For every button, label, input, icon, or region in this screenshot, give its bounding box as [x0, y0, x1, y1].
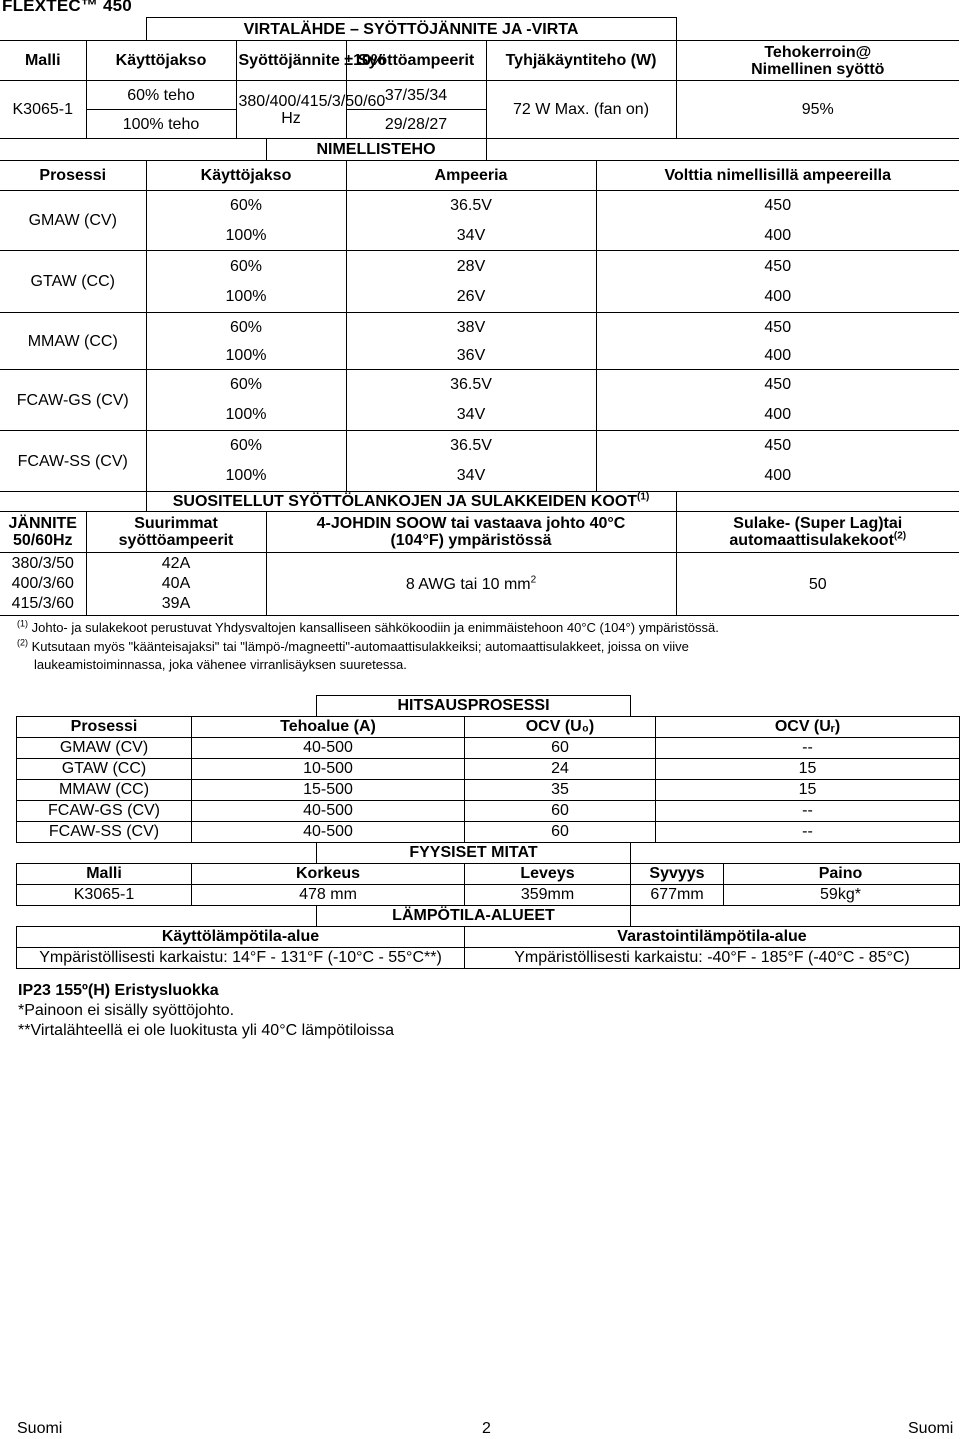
rated-amps: 400: [596, 221, 959, 251]
welding-ocv-u0: 35: [465, 780, 656, 801]
header-dim-model: Malli: [17, 864, 192, 885]
supply-duty-60: 60% teho: [86, 81, 236, 110]
rated-section-title: NIMELLISTEHO: [266, 139, 486, 161]
supply-amps-100: 29/28/27: [346, 110, 486, 139]
rated-volts: 34V: [346, 400, 596, 431]
header-storage-temp: Varastointilämpötila-alue: [465, 927, 960, 948]
header-process: Prosessi: [0, 161, 146, 191]
supply-amps-60: 37/35/34: [346, 81, 486, 110]
header-duty-cycle: Käyttöjakso: [86, 41, 236, 81]
rated-process: FCAW-GS (CV): [0, 370, 146, 431]
rated-row: [0, 313, 959, 343]
dim-depth-weight: 677mm 59kg*: [631, 885, 960, 906]
rated-volts: 38V: [346, 313, 596, 343]
welding-ocv-ur: --: [656, 801, 960, 822]
header-width: Leveys: [465, 864, 631, 885]
supply-power-factor: 95%: [676, 81, 959, 139]
footnote-2: $^{(2)}$ Kutsutaan myös "käänteisajaksi" tai "lämpö-/magneetti"-automaattisulakkeiksi; automaattisulakkeet, joissa on viive: [17, 637, 689, 654]
rated-volts: 36.5V: [346, 370, 596, 400]
rated-amps: 400: [596, 461, 959, 492]
header-ocv-ur: OCV (Uᵣ): [656, 717, 960, 738]
rated-volts: 26V: [346, 282, 596, 313]
supply-section-title: VIRTALÄHDE – SYÖTTÖJÄNNITE JA -VIRTA: [146, 18, 676, 41]
document-title: FLEXTEC™ 450: [2, 0, 132, 15]
rated-amps: 450: [596, 313, 959, 343]
cable-wire-size: 8 AWG tai 10 $mm^2$: [266, 553, 676, 616]
rated-amps: 450: [596, 251, 959, 282]
dim-width: 359mm: [465, 885, 631, 906]
page-number: 2: [482, 1420, 491, 1437]
welding-ocv-u0: 60: [465, 738, 656, 759]
rated-duty: 60%: [146, 370, 346, 400]
rated-amps: 450: [596, 191, 959, 221]
rated-duty: 60%: [146, 431, 346, 461]
rated-row: [0, 431, 959, 461]
rated-row: [0, 191, 959, 221]
rated-process: GTAW (CC): [0, 251, 146, 313]
rated-duty: 100%: [146, 282, 346, 313]
rated-amps: 450: [596, 431, 959, 461]
header-fuse-size: Sulake- (Super Lag)tai automaattisulakekoot$^{(2)}$: [676, 512, 959, 553]
dim-height: 478 mm: [192, 885, 465, 906]
cable-section-title: SUOSITELLUT SYÖTTÖLANKOJEN JA SULAKKEIDEN KOOT$^{(1)}$: [146, 492, 676, 512]
header-output-range: Tehoalue (A): [192, 717, 465, 738]
rated-duty: 100%: [146, 343, 346, 370]
header-volts-at-amps: Volttia nimellisillä ampeereilla: [596, 161, 959, 191]
rated-duty: 100%: [146, 221, 346, 251]
header-voltage: JÄNNITE 50/60Hz: [0, 512, 86, 553]
specifications-table: [0, 17, 959, 616]
rated-process: FCAW-SS (CV): [0, 431, 146, 492]
welding-ocv-ur: --: [656, 822, 960, 843]
welding-ocv-ur: 15: [656, 780, 960, 801]
welding-range: 10-500: [192, 759, 465, 780]
rated-amps: 400: [596, 400, 959, 431]
supply-model: K3065-1: [0, 81, 86, 139]
rated-volts: 34V: [346, 221, 596, 251]
footnote-1: $^{(1)}$ Johto- ja sulakekoot perustuvat Yhdysvaltojen kansalliseen sähkökoodiin ja enimmäistehoon 40°C (104°) ympäristössä.: [17, 618, 719, 635]
welding-row: [17, 801, 960, 822]
rated-duty: 100%: [146, 400, 346, 431]
welding-process: FCAW-GS (CV): [17, 801, 192, 822]
welding-process: FCAW-SS (CV): [17, 822, 192, 843]
header-operating-temp: Käyttölämpötila-alue: [17, 927, 465, 948]
welding-ocv-u0: 24: [465, 759, 656, 780]
rated-duty: 60%: [146, 313, 346, 343]
rated-row: [0, 370, 959, 400]
rated-process: GMAW (CV): [0, 191, 146, 251]
ip-rating: IP23 155º(H) Eristysluokka: [18, 982, 219, 999]
header-input-amps: Syöttöampeerit: [346, 41, 486, 81]
rated-volts: 36.5V: [346, 431, 596, 461]
footer-language-right: Suomi: [908, 1420, 954, 1437]
header-idle-power: Tyhjäkäyntiteho (W): [486, 41, 676, 81]
rated-amps: 400: [596, 282, 959, 313]
temperature-note: **Virtalähteellä ei ole luokitusta yli 40°C lämpötiloissa: [18, 1022, 395, 1039]
welding-range: 40-500: [192, 738, 465, 759]
welding-row: [17, 822, 960, 843]
welding-range: 15-500: [192, 780, 465, 801]
header-welding-process: Prosessi: [17, 717, 192, 738]
welding-ocv-ur: --: [656, 738, 960, 759]
header-depth-weight: Syvyys Paino: [631, 864, 960, 885]
header-wire-size: 4-JOHDIN SOOW tai vastaava johto 40°C (104°F) ympäristössä: [266, 512, 676, 553]
storage-temp-range: Ympäristöllisesti karkaistu: -40°F - 185°F (-40°C - 85°C): [465, 948, 960, 969]
welding-process: GTAW (CC): [17, 759, 192, 780]
rated-volts: 34V: [346, 461, 596, 492]
welding-process: MMAW (CC): [17, 780, 192, 801]
welding-row: [17, 759, 960, 780]
welding-ocv-u0: 60: [465, 801, 656, 822]
process-dimensions-table: [16, 695, 960, 969]
rated-volts: 36V: [346, 343, 596, 370]
welding-ocv-u0: 60: [465, 822, 656, 843]
header-amperes: Ampeeria: [346, 161, 596, 191]
header-model: Malli: [0, 41, 86, 81]
dim-model: K3065-1: [17, 885, 192, 906]
supply-duty-100: 100% teho: [86, 110, 236, 139]
dimensions-section-title: FYYSISET MITAT: [317, 843, 631, 864]
welding-section-title: HITSAUSPROSESSI: [317, 696, 631, 717]
header-height: Korkeus: [192, 864, 465, 885]
footnote-2-continued: laukeamistoiminnassa, joka vähenee virranlisäyksen suuretessa.: [34, 657, 407, 672]
cable-voltages: 380/3/50 400/3/60 415/3/60: [0, 553, 86, 616]
welding-process: GMAW (CV): [17, 738, 192, 759]
header-ocv-u0: OCV (U₀): [465, 717, 656, 738]
header-input-voltage: Syöttöjännite ±10%: [236, 41, 346, 81]
header-power-factor: Tehokerroin@ Nimellinen syöttö: [676, 41, 959, 81]
header-rated-duty: Käyttöjakso: [146, 161, 346, 191]
operating-temp-range: Ympäristöllisesti karkaistu: 14°F - 131°F (-10°C - 55°C**): [17, 948, 465, 969]
welding-row: [17, 780, 960, 801]
rated-amps: 450: [596, 370, 959, 400]
weight-note: *Painoon ei sisälly syöttöjohto.: [18, 1002, 235, 1019]
supply-voltage: 380/400/415/3/50/60 Hz: [236, 81, 346, 139]
footer-language-left: Suomi: [17, 1420, 63, 1437]
rated-duty: 100%: [146, 461, 346, 492]
rated-duty: 60%: [146, 251, 346, 282]
header-max-amps: Suurimmat syöttöampeerit: [86, 512, 266, 553]
rated-volts: 36.5V: [346, 191, 596, 221]
welding-row: [17, 738, 960, 759]
welding-ocv-ur: 15: [656, 759, 960, 780]
temperature-section-title: LÄMPÖTILA-ALUEET: [317, 906, 631, 927]
supply-idle-power: 72 W Max. (fan on): [486, 81, 676, 139]
rated-row: [0, 251, 959, 282]
rated-volts: 28V: [346, 251, 596, 282]
rated-process: MMAW (CC): [0, 313, 146, 370]
welding-range: 40-500: [192, 801, 465, 822]
welding-range: 40-500: [192, 822, 465, 843]
cable-max-amps: 42A 40A 39A: [86, 553, 266, 616]
rated-amps: 400: [596, 343, 959, 370]
cable-fuse-size: 50: [676, 553, 959, 616]
rated-duty: 60%: [146, 191, 346, 221]
